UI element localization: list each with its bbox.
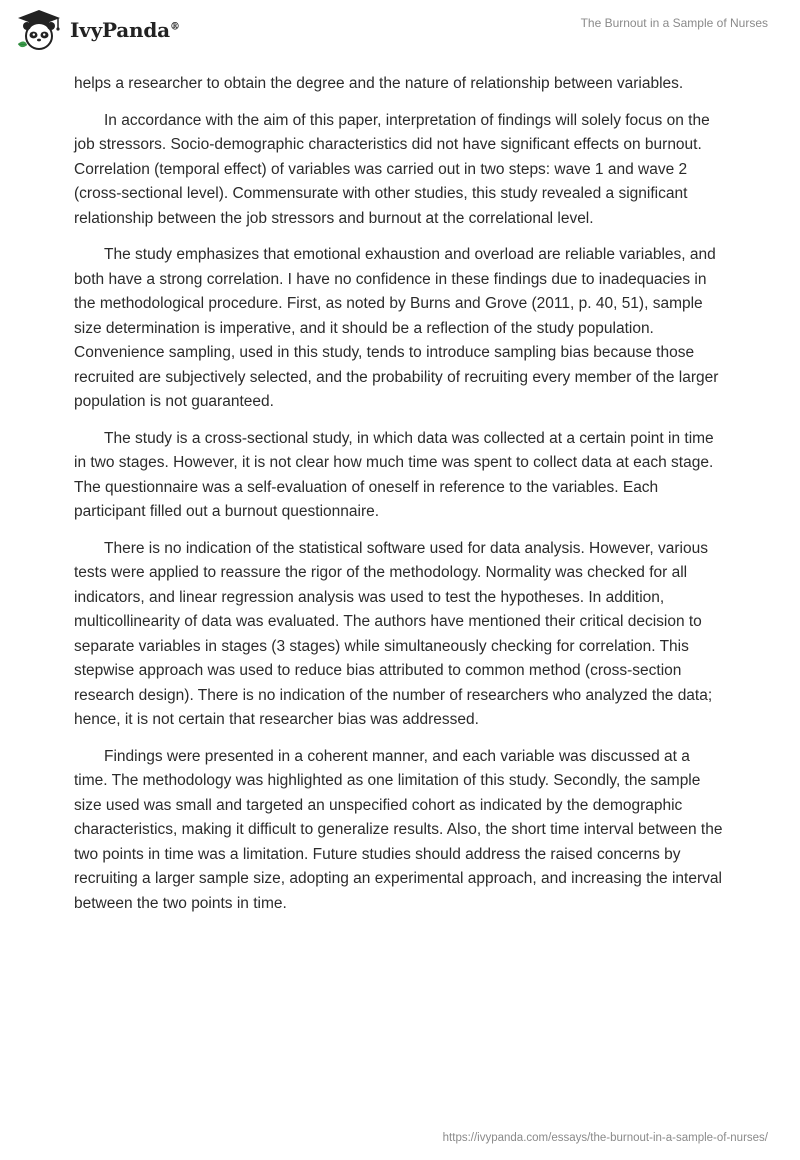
- paragraph-1: helps a researcher to obtain the degree and the nature of relationship between variables.: [74, 75, 684, 92]
- document-title: The Burnout in a Sample of Nurses: [580, 16, 768, 30]
- paragraph-5: There is no indication of the statistical software used for data analysis. However, various tests were applied to reassure the rigor of the methodology. Normality was checked for all indicators, and linear regression analysis was used to test the hypotheses. In addition, multicollinearity of data was evaluated. The authors have mentioned their critical decision to separate variables in stages (3 stages) while simultaneously checking for correlation. This stepwise approach was used to reduce bias attributed to common method (cross-section research design). There is no indication of the number of researchers who analyzed the data; hence, it is not certain that researcher bias was addressed.: [74, 539, 713, 728]
- logo-name: IvyPanda: [70, 18, 170, 42]
- paragraph-3: The study emphasizes that emotional exhaustion and overload are reliable variables, and both have a strong correlation. I have no confidence in these findings due to inadequacies in the methodological procedure. First, as noted by Burns and Grove (2011, p. 40, 51), sample size determination is imperative, and it should be a reflection of the study population. Convenience sampling, used in this study, tends to introduce sampling bias because those recruited are subjectively selected, and the probability of recruiting every member of the larger population is not guaranteed.: [74, 246, 719, 410]
- page-header: [0, 0, 800, 64]
- ivypanda-logo[interactable]: [14, 8, 180, 52]
- logo-registered-mark: ®: [169, 21, 180, 33]
- paragraph-6: Findings were presented in a coherent manner, and each variable was discussed at a time. The methodology was highlighted as one limitation of this study. Secondly, the sample size used was small and targeted an unspecified cohort as indicated by the demographic characteristics, making it difficult to generalize results. Also, the short time interval between the two points in time was a limitation. Future studies should address the raised concerns by recruiting a larger sample size, adopting an experimental approach, and increasing the interval between the two points in time.: [74, 747, 723, 912]
- paragraph-2: In accordance with the aim of this paper, interpretation of findings will solely focus on the job stressors. Socio-demographic characteristics did not have significant effects on burnout. Correlation (temporal effect) of variables was carried out in two steps: wave 1 and wave 2 (cross-sectional level). Commensurate with other studies, this study revealed a significant relationship between the job stressors and burnout at the correlational level.: [74, 111, 710, 227]
- panda-graduate-icon: [14, 8, 64, 52]
- paragraph-4: The study is a cross-sectional study, in which data was collected at a certain point in time in two stages. However, it is not clear how much time was spent to collect data at each stage. The questionnaire was a self-evaluation of oneself in reference to the variables. Each participant filled out a burnout questionnaire.: [74, 429, 714, 520]
- source-url-link[interactable]: https://ivypanda.com/essays/the-burnout-in-a-sample-of-nurses/: [442, 1132, 768, 1144]
- logo-wordmark: [70, 18, 180, 42]
- essay-body: [74, 72, 726, 928]
